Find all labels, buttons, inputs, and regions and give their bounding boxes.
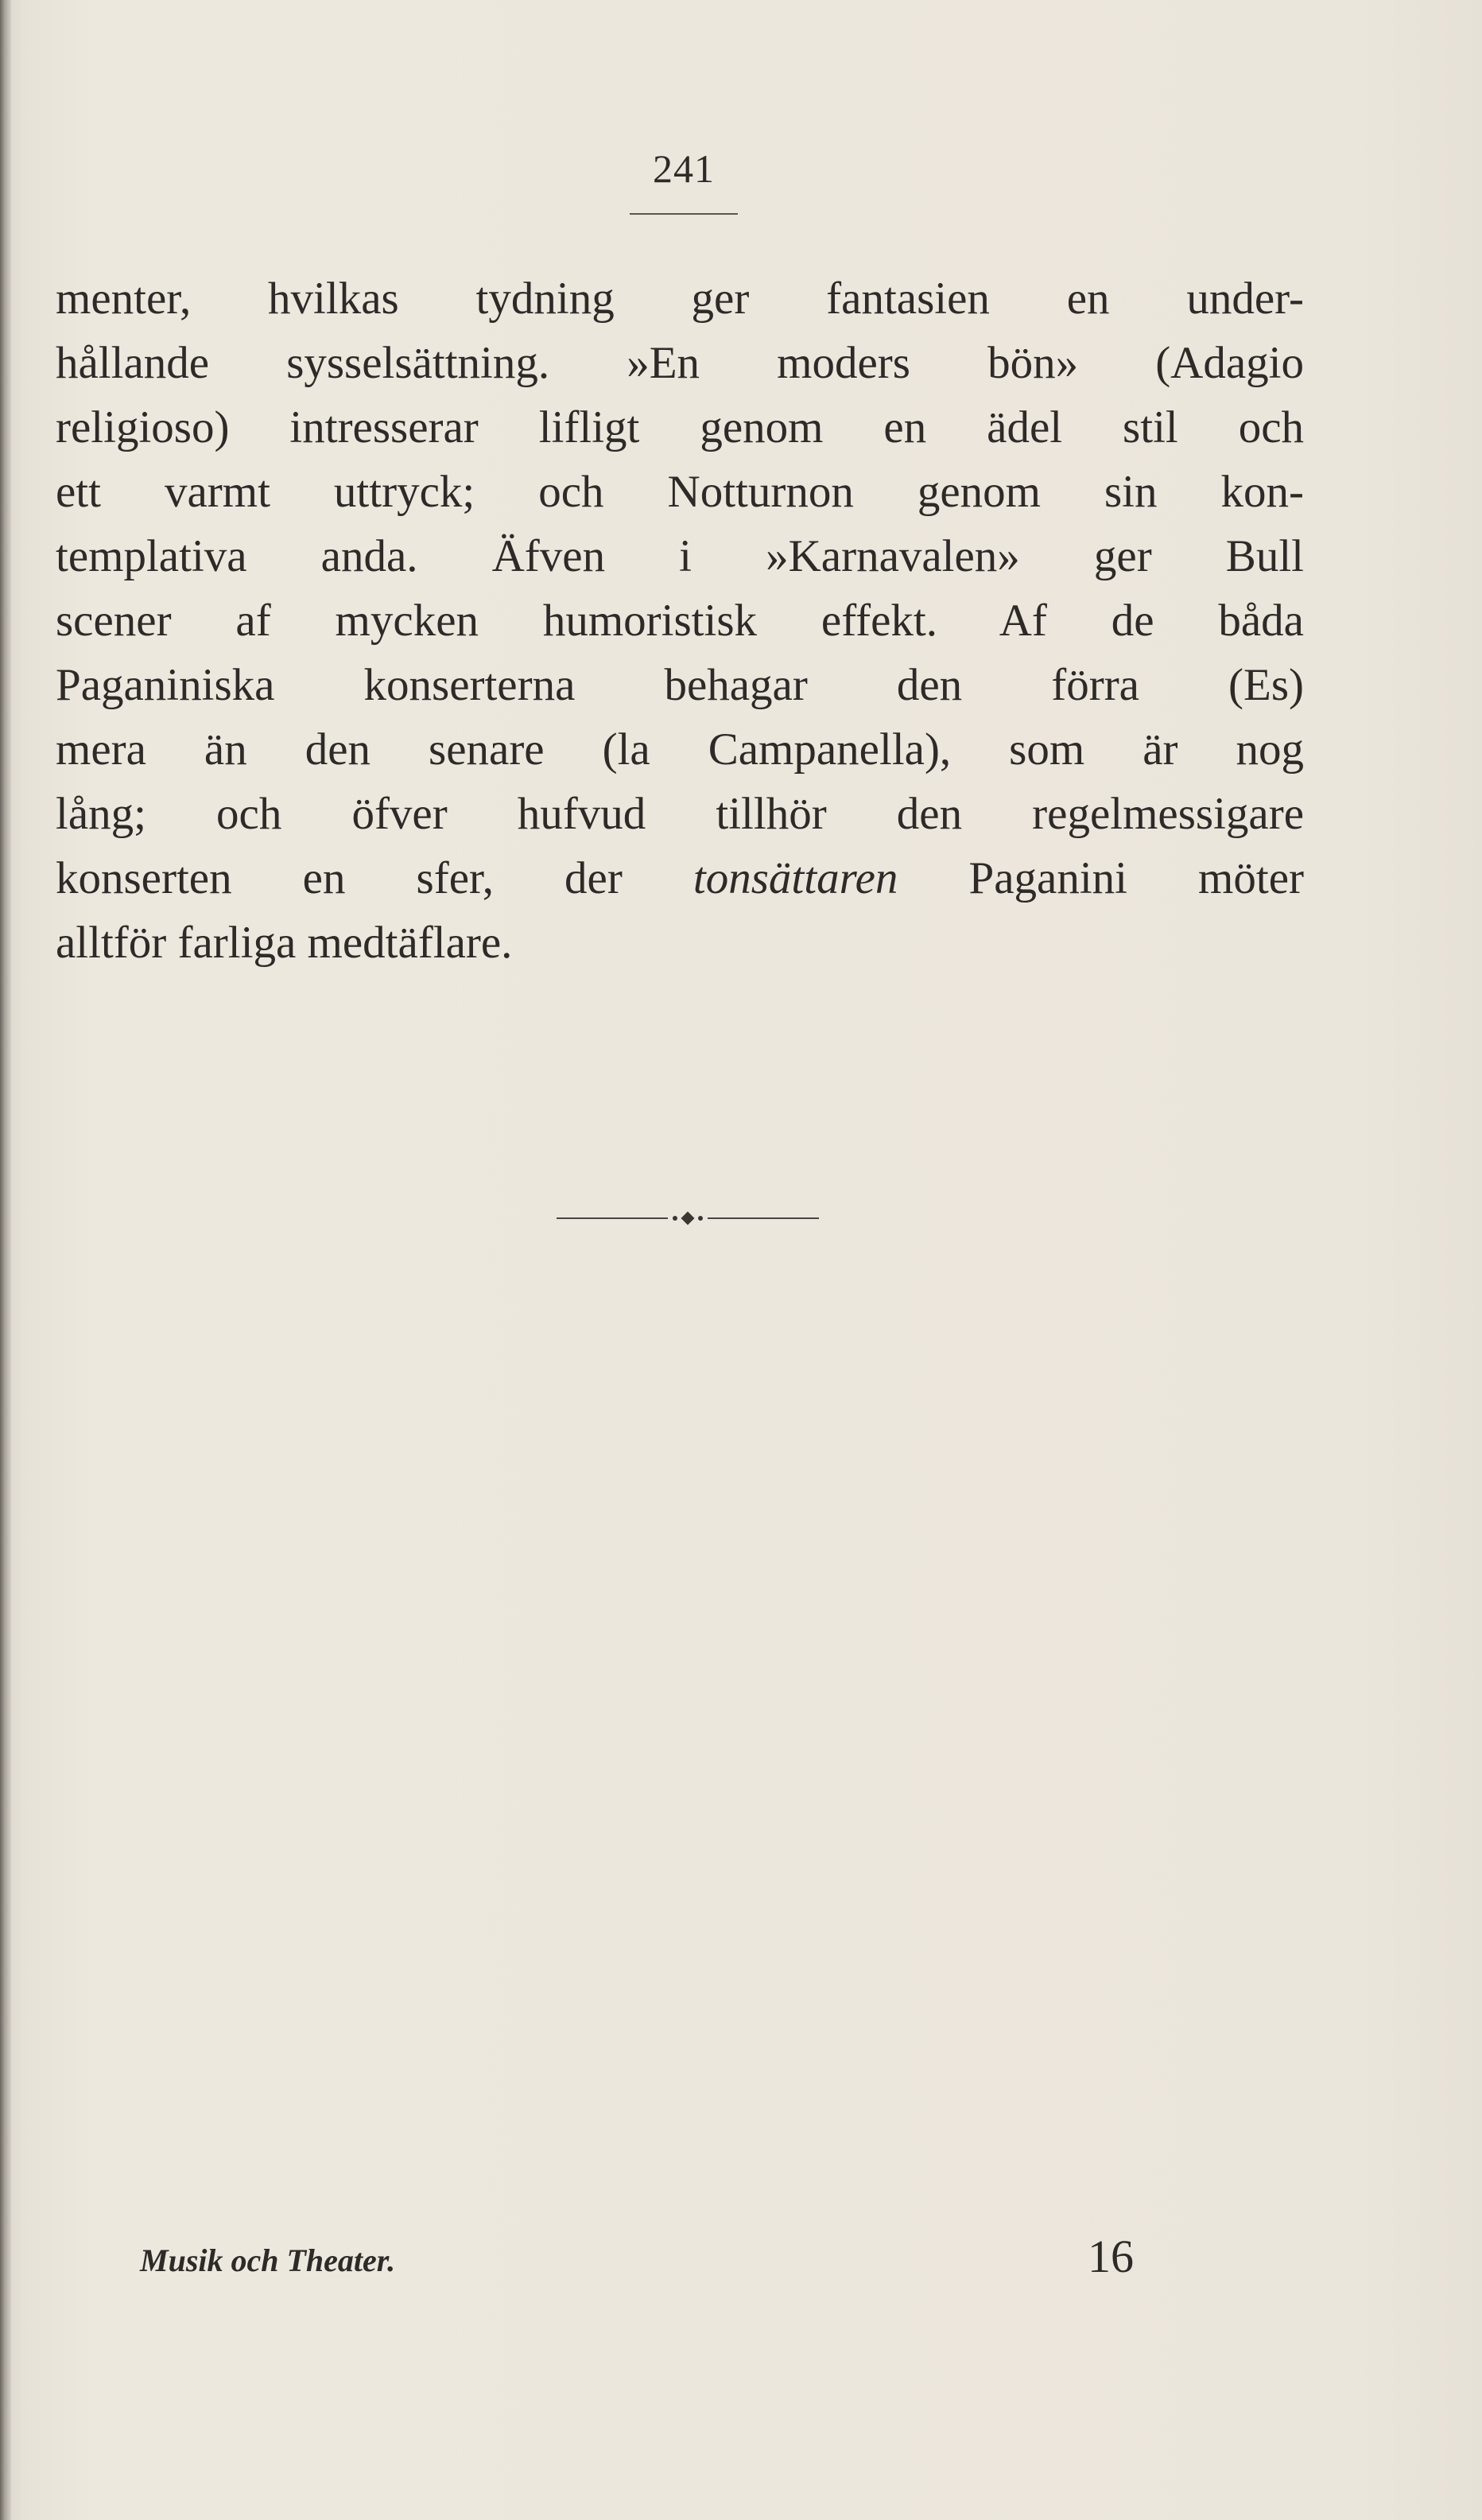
book-spine-edge — [0, 0, 11, 2520]
ornament-dot — [698, 1216, 703, 1221]
section-ornament — [557, 1212, 819, 1225]
body-text — [56, 266, 1304, 975]
text-line-mixed — [56, 846, 1304, 911]
text-line: scener af mycken humoristisk effekt. Af de båda — [56, 596, 1304, 646]
text-segment: Paganini möter — [968, 853, 1305, 903]
text-line: lång; och öfver hufvud tillhör den regelmessigare — [56, 789, 1304, 839]
ornament-diamond — [681, 1212, 695, 1225]
page-number: 241 — [653, 146, 715, 191]
text-line: templativa anda. Äfven i »Karnavalen» ger Bull — [56, 531, 1304, 581]
text-line: hållande sysselsättning. »En moders bön» (Adagio — [56, 338, 1304, 388]
text-line: religioso) intresserar lifligt genom en ädel stil och — [56, 402, 1304, 452]
text-line: mera än den senare (la Campanella), som är nog — [56, 724, 1304, 775]
text-line: Paganiniska konserterna behagar den förra (Es) — [56, 660, 1304, 710]
text-segment: konserten en sfer, der — [56, 853, 623, 903]
footer-signature: Musik och Theater. — [140, 2242, 396, 2278]
ornament-dot — [673, 1216, 677, 1221]
signature-mark: 16 — [1088, 2231, 1134, 2282]
header-rule — [630, 213, 738, 215]
text-line: menter, hvilkas tydning ger fantasien en under- — [56, 274, 1304, 324]
ornament-rule-left — [557, 1217, 668, 1219]
text-line-last: alltför farliga medtäflare. — [56, 918, 513, 968]
ornament-rule-right — [708, 1217, 819, 1219]
italic-word: tonsättaren — [693, 853, 898, 903]
text-line: ett varmt uttryck; och Notturnon genom sin kon- — [56, 467, 1304, 517]
